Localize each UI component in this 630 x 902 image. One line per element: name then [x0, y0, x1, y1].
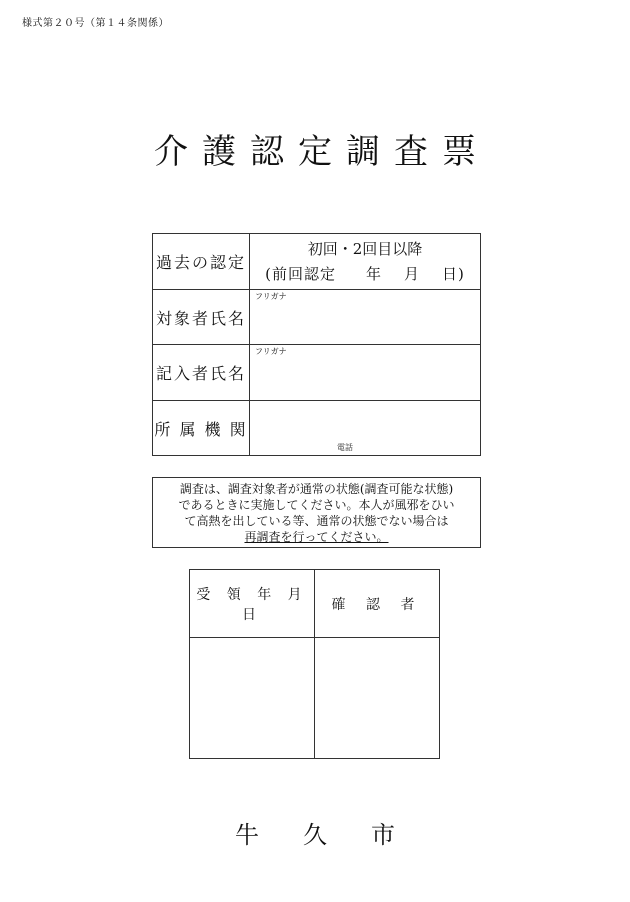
- affiliation-row: [153, 401, 481, 456]
- previous-certification-options: 初回・2回目以降: [307, 239, 423, 258]
- writer-furigana-label: フリガナ: [255, 347, 287, 356]
- previous-certification-value: [250, 234, 481, 290]
- previous-certification-date: [250, 262, 480, 287]
- subject-name-label: 対象者氏名: [153, 290, 250, 345]
- info-table: [152, 233, 481, 456]
- subject-furigana-label: フリガナ: [255, 292, 287, 301]
- received-date-field[interactable]: [190, 638, 315, 759]
- day-label: 日): [442, 264, 465, 283]
- subject-name-row: [153, 290, 481, 345]
- writer-name-label: 記入者氏名: [153, 345, 250, 401]
- affiliation-field[interactable]: [250, 401, 481, 456]
- previous-date-open: (前回認定: [265, 264, 336, 283]
- month-label: 月: [404, 264, 421, 283]
- receipt-table: [189, 569, 440, 759]
- notice-line-4: 再調査を行ってください。: [244, 530, 389, 544]
- city-name: 牛久市: [235, 821, 439, 849]
- confirmer-field[interactable]: [315, 638, 440, 759]
- notice-line-3: て高熱を出している等、通常の状態でない場合は: [184, 514, 449, 528]
- year-label: 年: [365, 264, 382, 283]
- previous-certification-row: [153, 234, 481, 290]
- affiliation-label: 所 属 機 関: [153, 401, 250, 456]
- notice-box: [152, 477, 481, 548]
- confirmer-header: 確 認 者: [315, 570, 440, 638]
- subject-name-field[interactable]: [250, 290, 481, 345]
- form-number: 様式第２０号（第１４条関係）: [22, 18, 169, 29]
- writer-name-row: [153, 345, 481, 401]
- document-title: 介護認定調査票: [154, 132, 490, 172]
- notice-line-2: であるときに実施してください。本人が風邪をひい: [178, 498, 455, 512]
- writer-name-field[interactable]: [250, 345, 481, 401]
- notice-line-1: 調査は、調査対象者が通常の状態(調査可能な状態): [179, 482, 454, 496]
- phone-label: 電話: [337, 443, 353, 452]
- received-date-header: 受 領 年 月 日: [190, 570, 315, 638]
- previous-certification-label: 過去の認定: [153, 234, 250, 290]
